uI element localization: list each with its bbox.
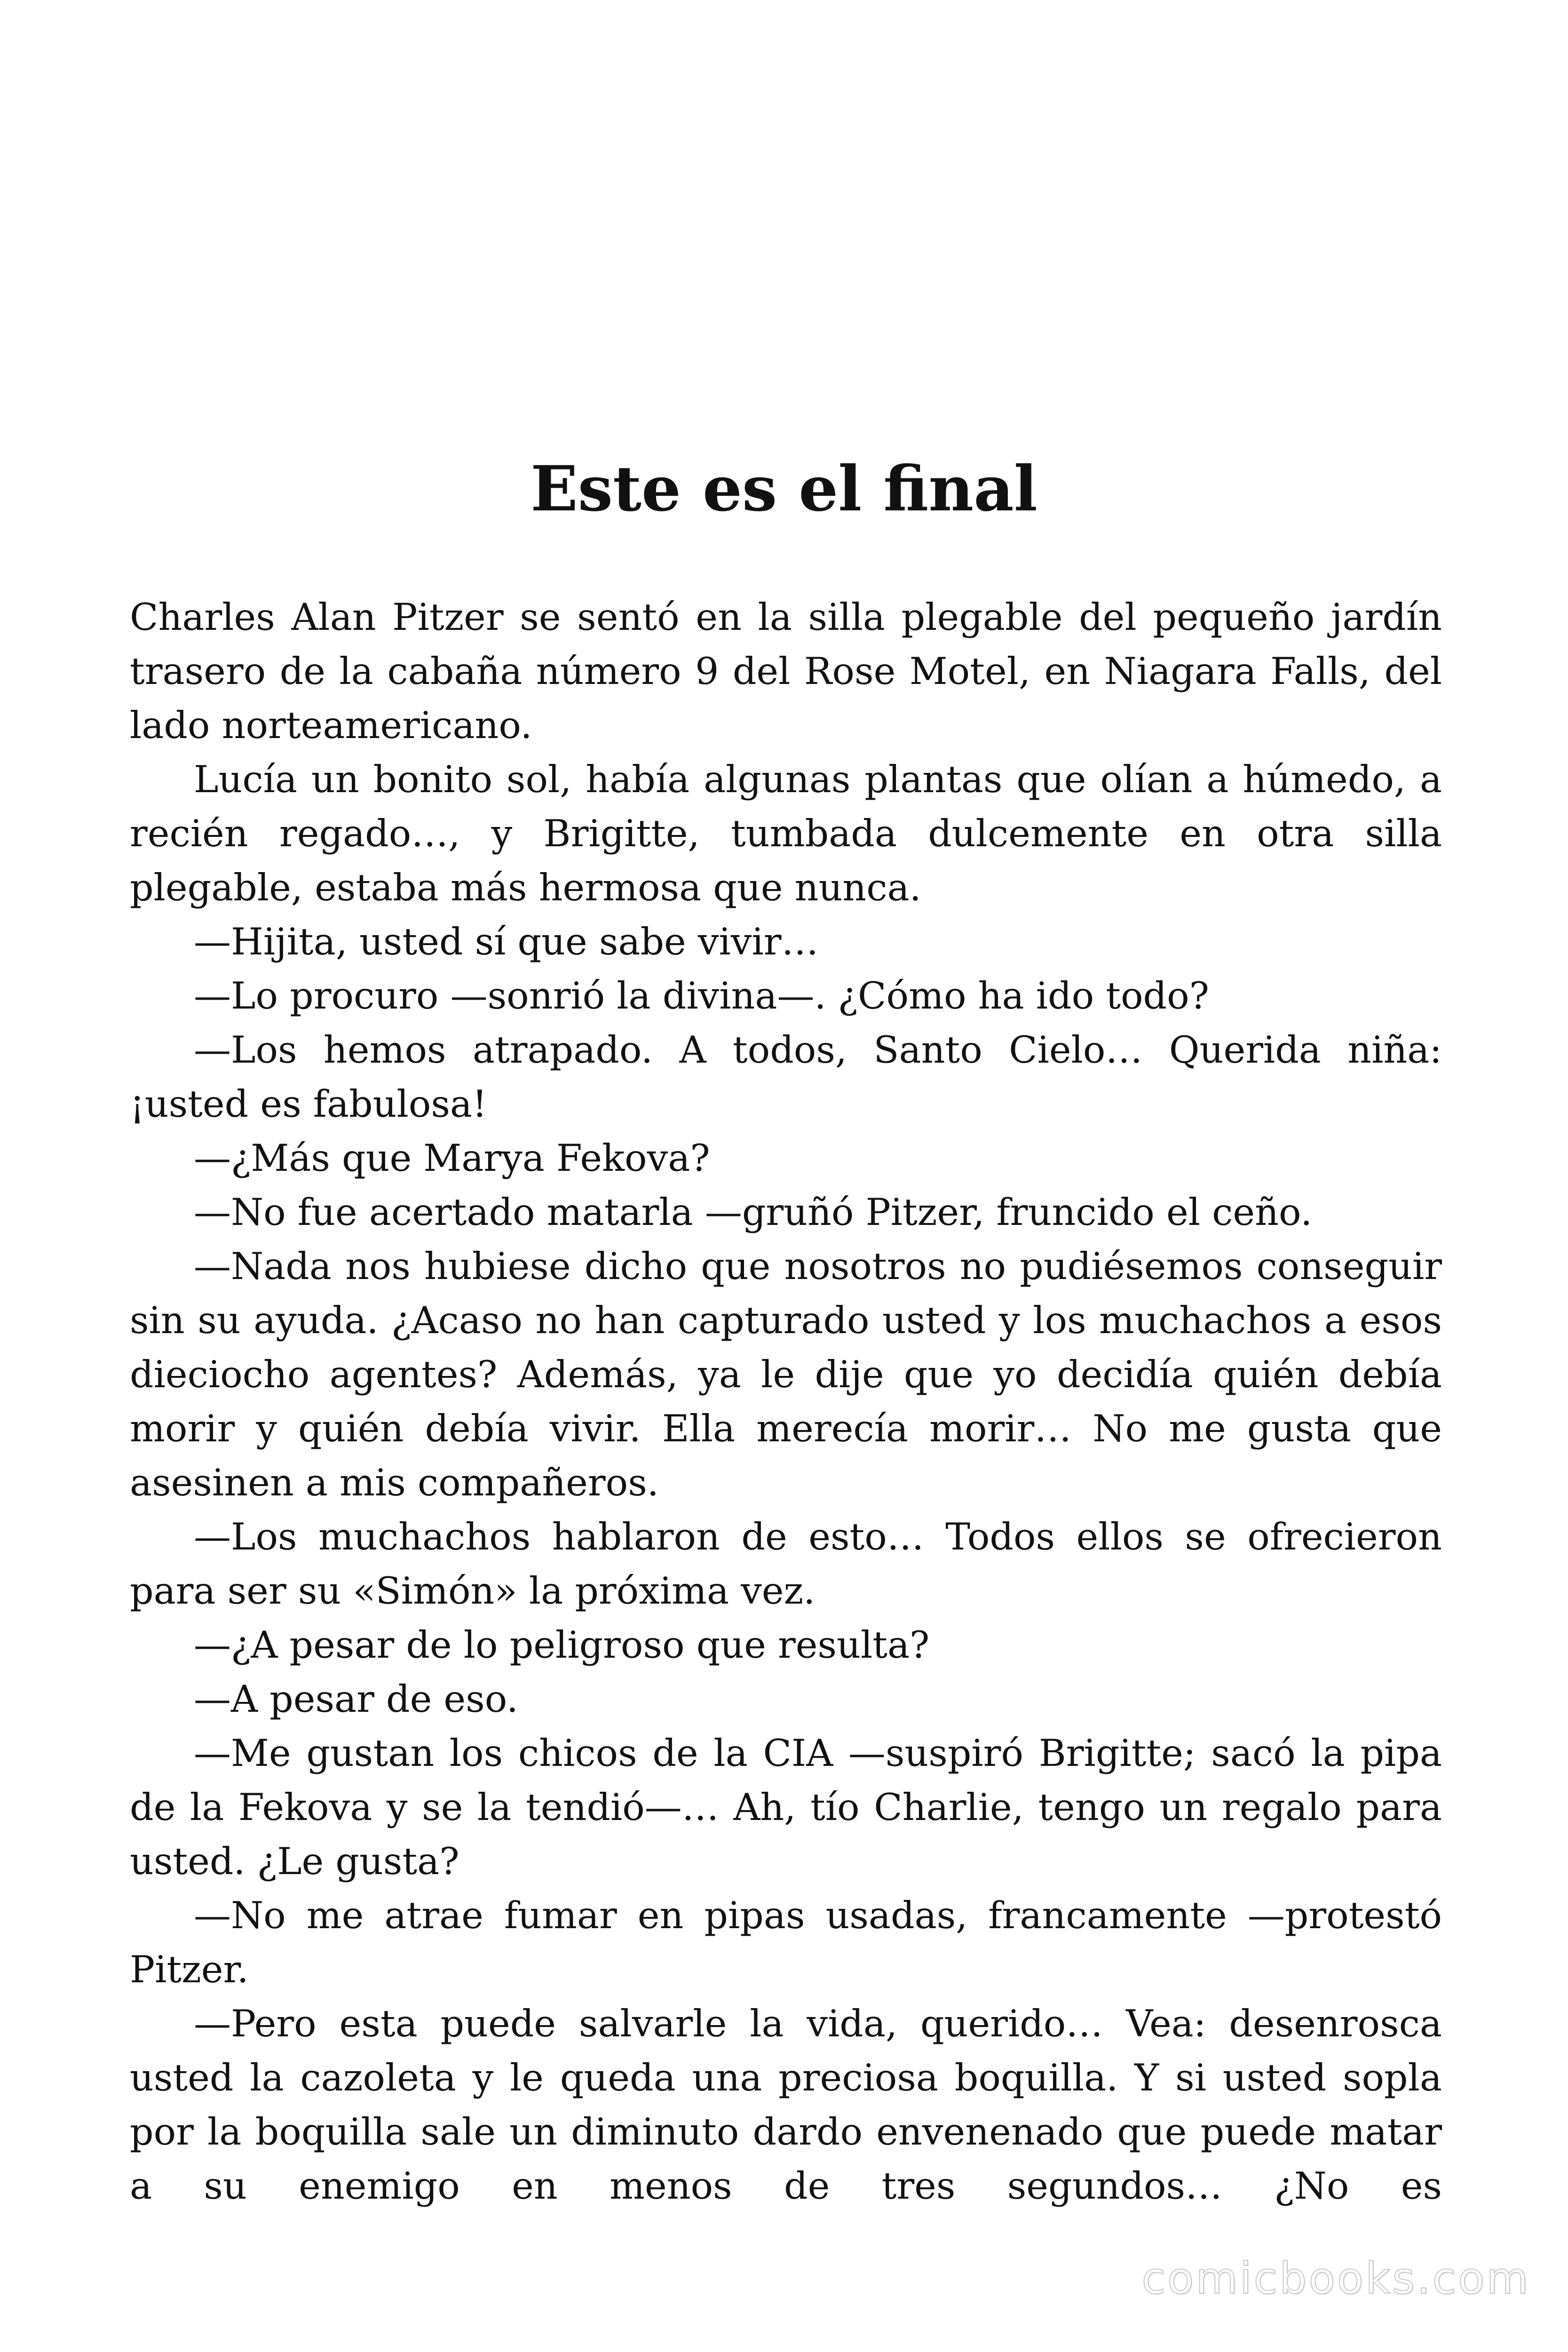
paragraph: —Los muchachos hablaron de esto… Todos ellos se ofrecieron para ser su «Simón» la próxima vez.: [130, 1515, 1442, 1613]
chapter-body: [130, 590, 1442, 2213]
paragraph: —Los hemos atrapado. A todos, Santo Cielo… Querida niña: ¡usted es fabulosa!: [130, 1028, 1442, 1126]
paragraph: —Nada nos hubiese dicho que nosotros no pudiésemos conseguir sin su ayuda. ¿Acaso no han capturado usted y los muchachos a esos dieciocho agentes? Además, ya le dije que yo decidía quién debía morir y quién debía vivir. Ella merecía morir… No me gusta que asesinen a mis compañeros.: [130, 1245, 1442, 1504]
watermark-text: comicbooks.com: [1141, 2253, 1530, 2304]
paragraph: Lucía un bonito sol, había algunas plantas que olían a húmedo, a recién regado…, y Brigitte, tumbada dulcemente en otra silla plegable, estaba más hermosa que nunca.: [130, 758, 1442, 909]
paragraph: —Me gustan los chicos de la CIA —suspiró Brigitte; sacó la pipa de la Fekova y se la tendió—… Ah, tío Charlie, tengo un regalo para usted. ¿Le gusta?: [130, 1732, 1442, 1883]
paragraph: —Hijita, usted sí que sabe vivir…: [194, 920, 819, 963]
paragraph: —No fue acertado matarla —gruñó Pitzer, fruncido el ceño.: [194, 1191, 1313, 1234]
paragraph: —A pesar de eso.: [194, 1677, 519, 1721]
paragraph: —Lo procuro —sonrió la divina—. ¿Cómo ha ido todo?: [194, 974, 1210, 1017]
paragraph: —Pero esta puede salvarle la vida, querido… Vea: desenrosca usted la cazoleta y le queda una preciosa boquilla. Y si usted sopla por la boquilla sale un diminuto dardo envenenado que puede matar a su enemigo en menos de tres segundos… ¿No es: [130, 2002, 1442, 2208]
paragraph: —No me atrae fumar en pipas usadas, francamente —protestó Pitzer.: [130, 1894, 1442, 1991]
paragraph: Charles Alan Pitzer se sentó en la silla plegable del pequeño jardín trasero de la cabaña número 9 del Rose Motel, en Niagara Falls, del lado norteamericano.: [130, 596, 1442, 747]
paragraph: —¿Más que Marya Fekova?: [194, 1136, 710, 1180]
paragraph: —¿A pesar de lo peligroso que resulta?: [194, 1623, 930, 1667]
chapter-title: Este es el final: [531, 453, 1037, 525]
